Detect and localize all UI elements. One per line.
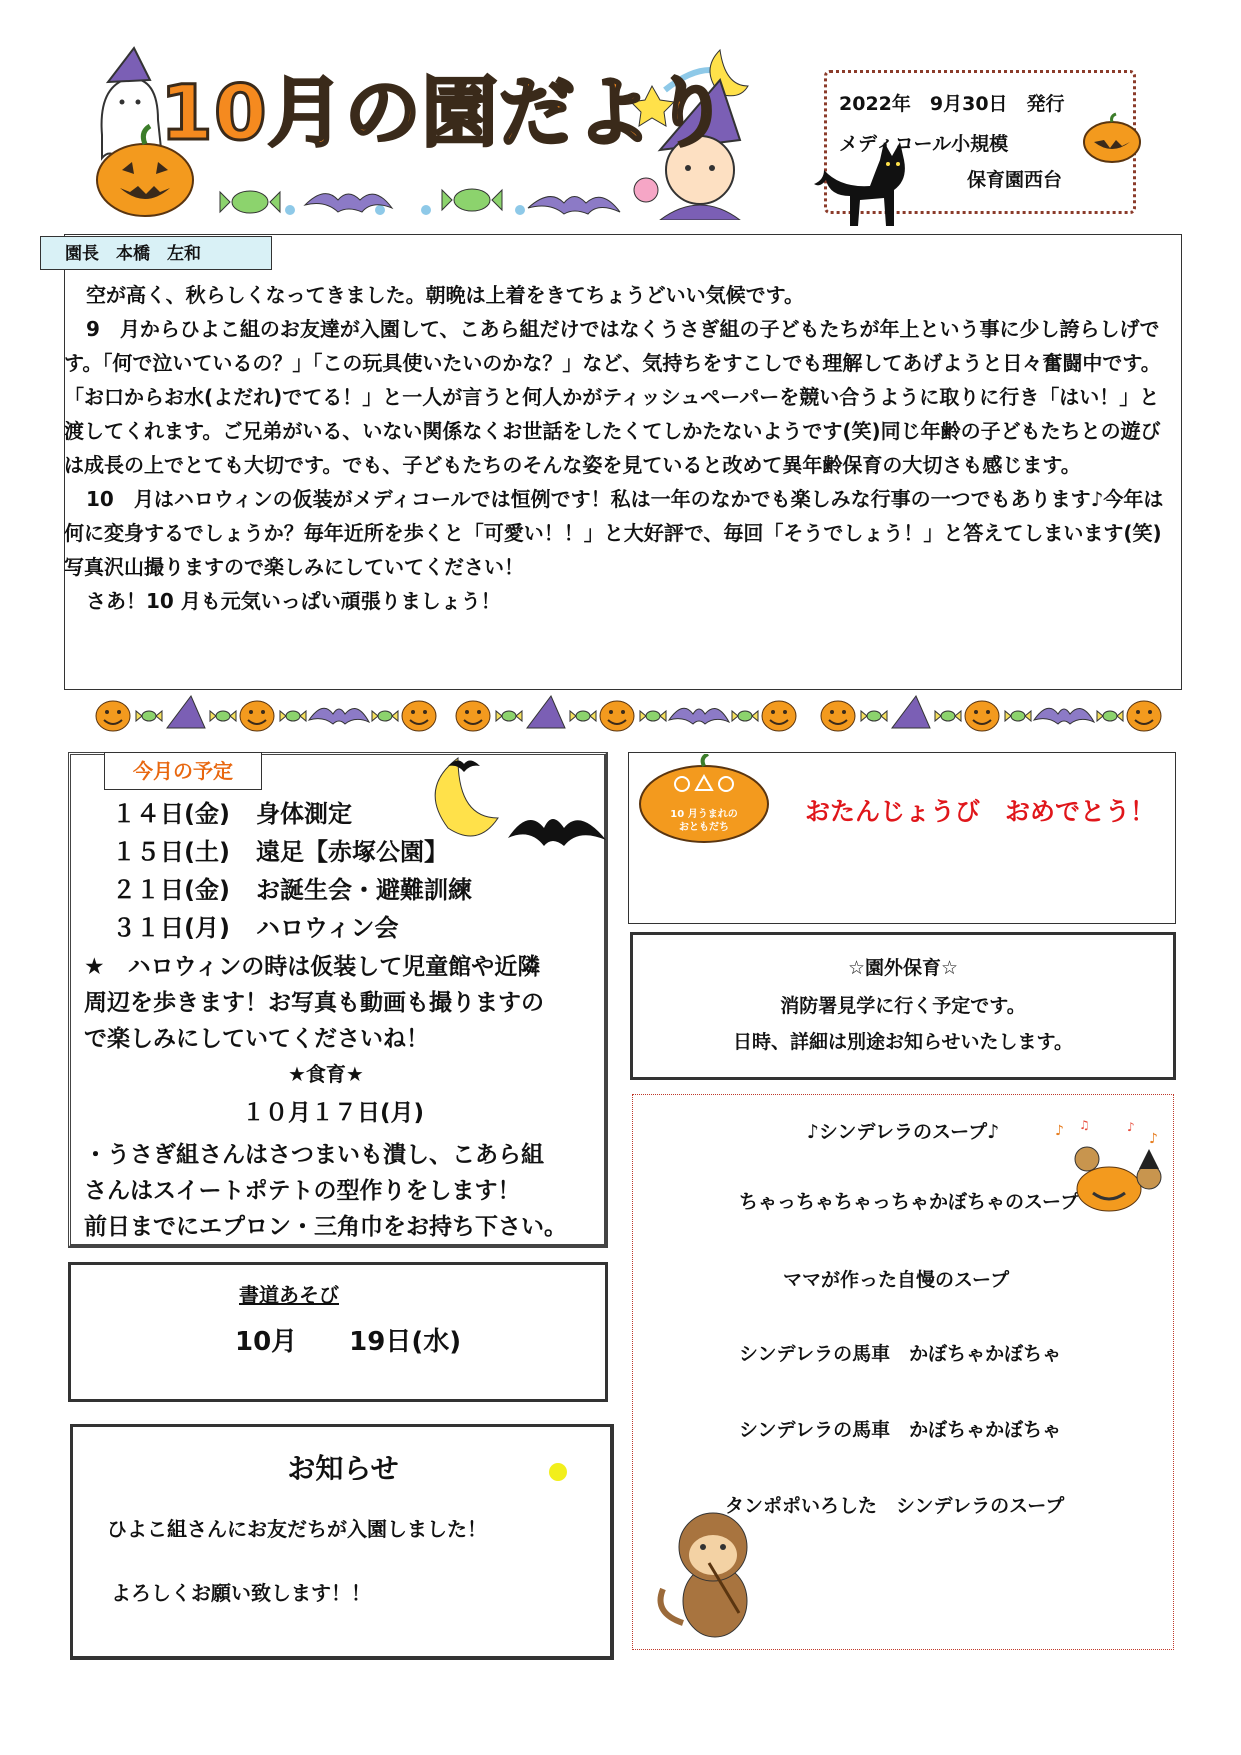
candy-icon [1005,711,1031,721]
issue-date: 2022年 9月30日 発行 [839,93,1065,115]
outdoor-line: 消防署見学に行く予定です。 [780,995,1026,1017]
pumpkin-label-line: おともだち [679,822,729,833]
bat-icon [669,708,729,724]
school-name: 保育園西台 [967,169,1063,191]
bat-icon [309,708,369,724]
calligraphy-box [68,1262,608,1402]
schedule-event: お誕生会・避難訓練 [256,876,472,904]
schedule-title: 今月の予定 [104,752,262,790]
pumpkin-icon [1080,112,1144,164]
halloween-divider [95,690,1185,740]
monkey-icon [653,1493,773,1643]
candy-icon [640,711,666,721]
svg-text:♪: ♪ [1149,1131,1158,1147]
candy-icon [280,711,306,721]
pumpkin-icon [96,701,130,731]
hat-icon [167,696,205,728]
title-en: 園 [421,68,499,157]
bears-pumpkin-icon [1053,1115,1171,1215]
candy-icon [372,711,398,721]
notice-line: ひよこ組さんにお友だちが入園しました！ [107,1517,487,1541]
svg-text:♪: ♪ [1055,1123,1064,1139]
song-box [632,1094,1174,1650]
pumpkin-icon [1127,701,1161,731]
song-line: シンデレラの馬車 かぼちゃかぼちゃ [739,1419,1062,1441]
pumpkin-icon [456,701,490,731]
schedule-date: ３１日(月) [112,914,230,942]
outdoor-care-box [630,932,1176,1080]
message-paragraph: 10 月はハロウィンの仮装がメディコールでは恒例です！私は一年のなかでも楽しみな行事の一つでもあります♪今年は何に変身するでしょうか？毎年近所を歩くと「可愛い！！」と大好評で、毎回「そうでしょう！」と答えてしまいます(笑)写真沢山撮りますので楽しみにしていてください！ [64,487,1164,579]
schedule-note: ★ ハロウィンの時は仮装して児童館や近隣 [84,954,541,980]
schedule-event: ハロウィン会 [256,914,399,942]
candy-icon [732,711,758,721]
title-part1: 月の [267,68,422,157]
shokuiku-title: ★食育★ [288,1062,364,1086]
pumpkin-icon [240,701,274,731]
notice-box [70,1424,614,1660]
outdoor-line: 日時、詳細は別途お知らせいたします。 [733,1031,1073,1053]
schedule-event: 身体測定 [256,800,352,828]
newsletter-title [150,40,730,160]
pumpkin-icon [965,701,999,731]
shokuiku-line: さんはスイートポテトの型作りをします！ [84,1178,521,1204]
schedule-note: 周辺を歩きます！お写真も動画も撮りますの [84,990,544,1016]
title-number: 10 [160,68,268,157]
hat-icon [527,696,565,728]
notice-title: お知らせ [287,1452,399,1485]
black-cat-icon [810,140,910,232]
bat-icon [528,197,620,215]
song-line: ちゃっちゃちゃっちゃかぼちゃのスープ [739,1191,1080,1213]
pumpkin-label [634,808,774,834]
candy-icon [136,711,162,721]
title-part2: だより [498,68,730,157]
candy-icon [1097,711,1123,721]
pumpkin-icon [600,701,634,731]
song-title: ♪シンデレラのスープ♪ [806,1121,1000,1143]
svg-text:♪: ♪ [1127,1120,1135,1134]
schedule-date: ２１日(金) [112,876,230,904]
schedule-date: １４日(金) [112,800,230,828]
principal-name-tab: 園長 本橋 左和 [40,236,272,270]
candy-icon [496,711,522,721]
shokuiku-date: １０月１７日(月) [242,1100,425,1126]
pumpkin-icon [821,701,855,731]
schedule-event: 遠足【赤塚公園】 [256,838,448,866]
song-line: タンポポいろした シンデレラのスープ [725,1495,1065,1517]
hat-icon [892,696,930,728]
pumpkin-icon [402,701,436,731]
candy-icon [210,711,236,721]
schedule-note: で楽しみにしていてくださいね！ [84,1026,429,1052]
shokuiku-line: 前日までにエプロン・三角巾をお持ち下さい。 [84,1214,567,1240]
birthday-message: おたんじょうび おめでとう！ [805,797,1156,826]
shodo-title: 書道あそび [239,1283,339,1307]
message-paragraph: 空が高く、秋らしくなってきました。朝晩は上着をきてちょうどいい気候です。 [86,283,804,307]
principal-message [64,278,1174,618]
shokuiku-line: ・うさぎ組さんはさつまいも潰し、こあら組 [84,1142,544,1168]
song-line: ママが作った自慢のスープ [783,1269,1010,1291]
bat-icon [1034,708,1094,724]
notice-line: よろしくお願い致します！！ [111,1581,371,1605]
org-name: メディコール小規模 [839,133,1009,155]
schedule-date: １５日(土) [112,838,230,866]
song-line: シンデレラの馬車 かぼちゃかぼちゃ [739,1343,1062,1365]
candy-icon [861,711,887,721]
svg-text:♫: ♫ [1079,1118,1090,1132]
message-paragraph: さあ！10 月も元気いっぱい頑張りましょう！ [86,589,501,613]
pumpkin-label-line: 10 月うまれの [670,809,738,820]
pumpkin-icon [762,701,796,731]
candy-icon [220,191,280,213]
candy-icon [442,189,502,211]
candy-icon [935,711,961,721]
outdoor-title: ☆園外保育☆ [847,957,959,979]
message-paragraph: 9 月からひよこ組のお友達が入園して、こあら組だけではなくうさぎ組の子どもたちが年上という事に少し誇らしげです。「何で泣いているの？」「この玩具使いたいのかな？」など、気持ちをすこしでも理解してあげようと日々奮闘中です。「お口からお水(よだれ)でてる！」と一人が言うと何人かがティッシュペーパーを競い合うように取りに行き「はい！」と渡してくれます。ご兄弟がいる、いない関係なくお世話をしたくてしかたないようです(笑)同じ年齢の子どもたちとの遊びは成長の上でとても大切です。でも、子どもたちのそんな姿を見ていると改めて異年齢保育の大切さも感じます。 [64,317,1161,477]
shodo-date: 10月 19日(水) [235,1327,462,1357]
yellow-dot-icon [549,1463,567,1481]
candy-icon [570,711,596,721]
